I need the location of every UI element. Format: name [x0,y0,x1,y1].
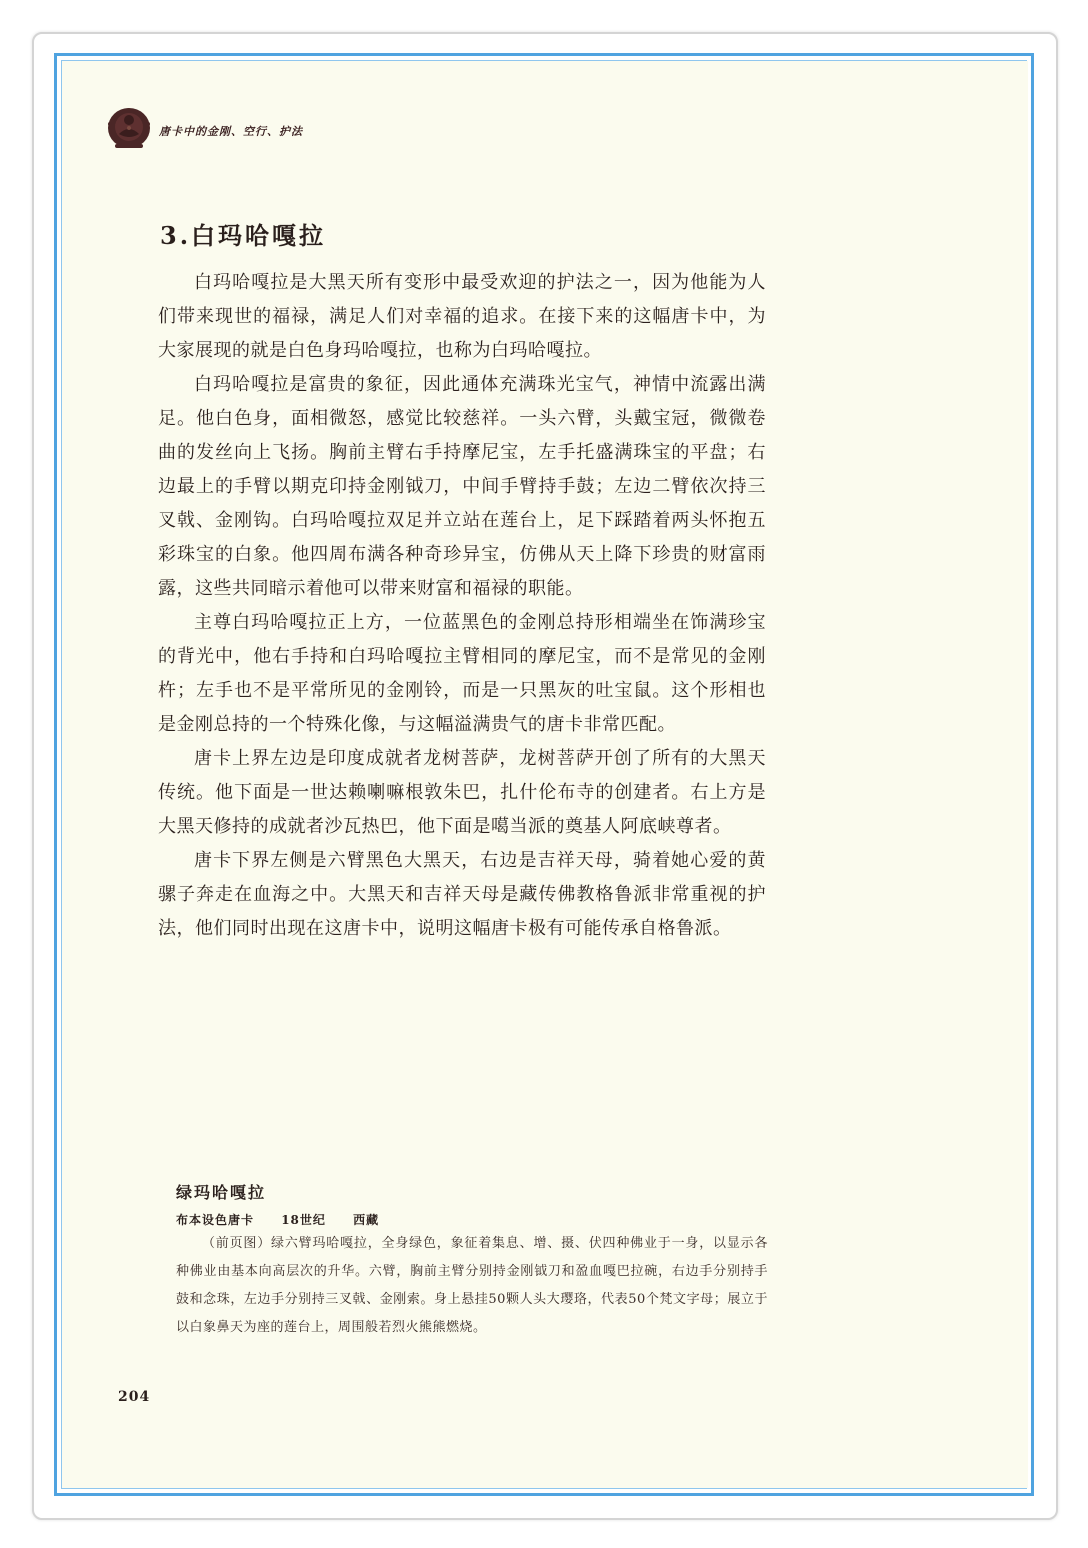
caption-title: 绿玛哈嘎拉 [176,1183,267,1202]
section-title: 3.白玛哈嘎拉 [160,221,327,250]
running-title: 唐卡中的金刚、空行、护法 [159,125,303,138]
paragraph: 白玛哈嘎拉是大黑天所有变形中最受欢迎的护法之一，因为他能为人们带来现世的福禄，满足人们对幸福的追求。在接下来的这幅唐卡中，为大家展现的就是白色身玛哈嘎拉，也称为白玛哈嘎拉。 [158,272,766,361]
caption-body: （前页图）绿六臂玛哈嘎拉，全身绿色，象征着集息、增、摄、伏四种佛业于一身，以显示各种佛业由基本向高层次的升华。六臂，胸前主臂分别持金刚钺刀和盈血嘎巴拉碗，右边手分别持手鼓和念珠，左边手分别持三叉戟、金刚索。身上悬挂50颗人头大璎珞，代表50个梵文字母；展立于以白象鼻天为座的莲台上，周围般若烈火熊熊燃烧。 [176,1236,768,1335]
figure-caption [176,1180,768,1342]
running-header [105,104,303,152]
caption-region: 西藏 [353,1213,380,1227]
paragraph: 白玛哈嘎拉是富贵的象征，因此通体充满珠光宝气，神情中流露出满足。他白色身，面相微怒，感觉比较慈祥。一头六臂，头戴宝冠，微微卷曲的发丝向上飞扬。胸前主臂右手持摩尼宝，左手托盛满珠宝的平盘；右边最上的手臂以期克印持金刚钺刀，中间手臂持手鼓；左边二臂依次持三叉戟、金刚钩。白玛哈嘎拉双足并立站在莲台上，足下踩踏着两头怀抱五彩珠宝的白象。他四周布满各种奇珍异宝，仿佛从天上降下珍贵的财富雨露，这些共同暗示着他可以带来财富和福禄的职能。 [158,374,766,599]
caption-medium: 布本设色唐卡 [176,1213,255,1227]
body-text [158,266,766,946]
paragraph: 唐卡上界左边是印度成就者龙树菩萨，龙树菩萨开创了所有的大黑天传统。他下面是一世达赖喇嘛根敦朱巴，扎什伦布寺的创建者。右上方是大黑天修持的成就者沙瓦热巴，他下面是噶当派的奠基人阿底峡尊者。 [158,748,766,837]
caption-meta [176,1211,768,1228]
paragraph: 主尊白玛哈嘎拉正上方，一位蓝黑色的金刚总持形相端坐在饰满珍宝的背光中，他右手持和白玛哈嘎拉主臂相同的摩尼宝，而不是常见的金刚杵；左手也不是平常所见的金刚铃，而是一只黑灰的吐宝鼠。这个形相也是金刚总持的一个特殊化像，与这幅溢满贵气的唐卡非常匹配。 [158,612,766,735]
paragraph: 唐卡下界左侧是六臂黑色大黑天，右边是吉祥天母，骑着她心爱的黄骡子奔走在血海之中。大黑天和吉祥天母是藏传佛教格鲁派非常重视的护法，他们同时出现在这唐卡中，说明这幅唐卡极有可能传承自格鲁派。 [158,850,766,939]
tibetan-deity-medallion-icon [105,104,153,152]
page-number: 204 [118,1389,151,1405]
caption-century: 18世纪 [281,1213,326,1227]
